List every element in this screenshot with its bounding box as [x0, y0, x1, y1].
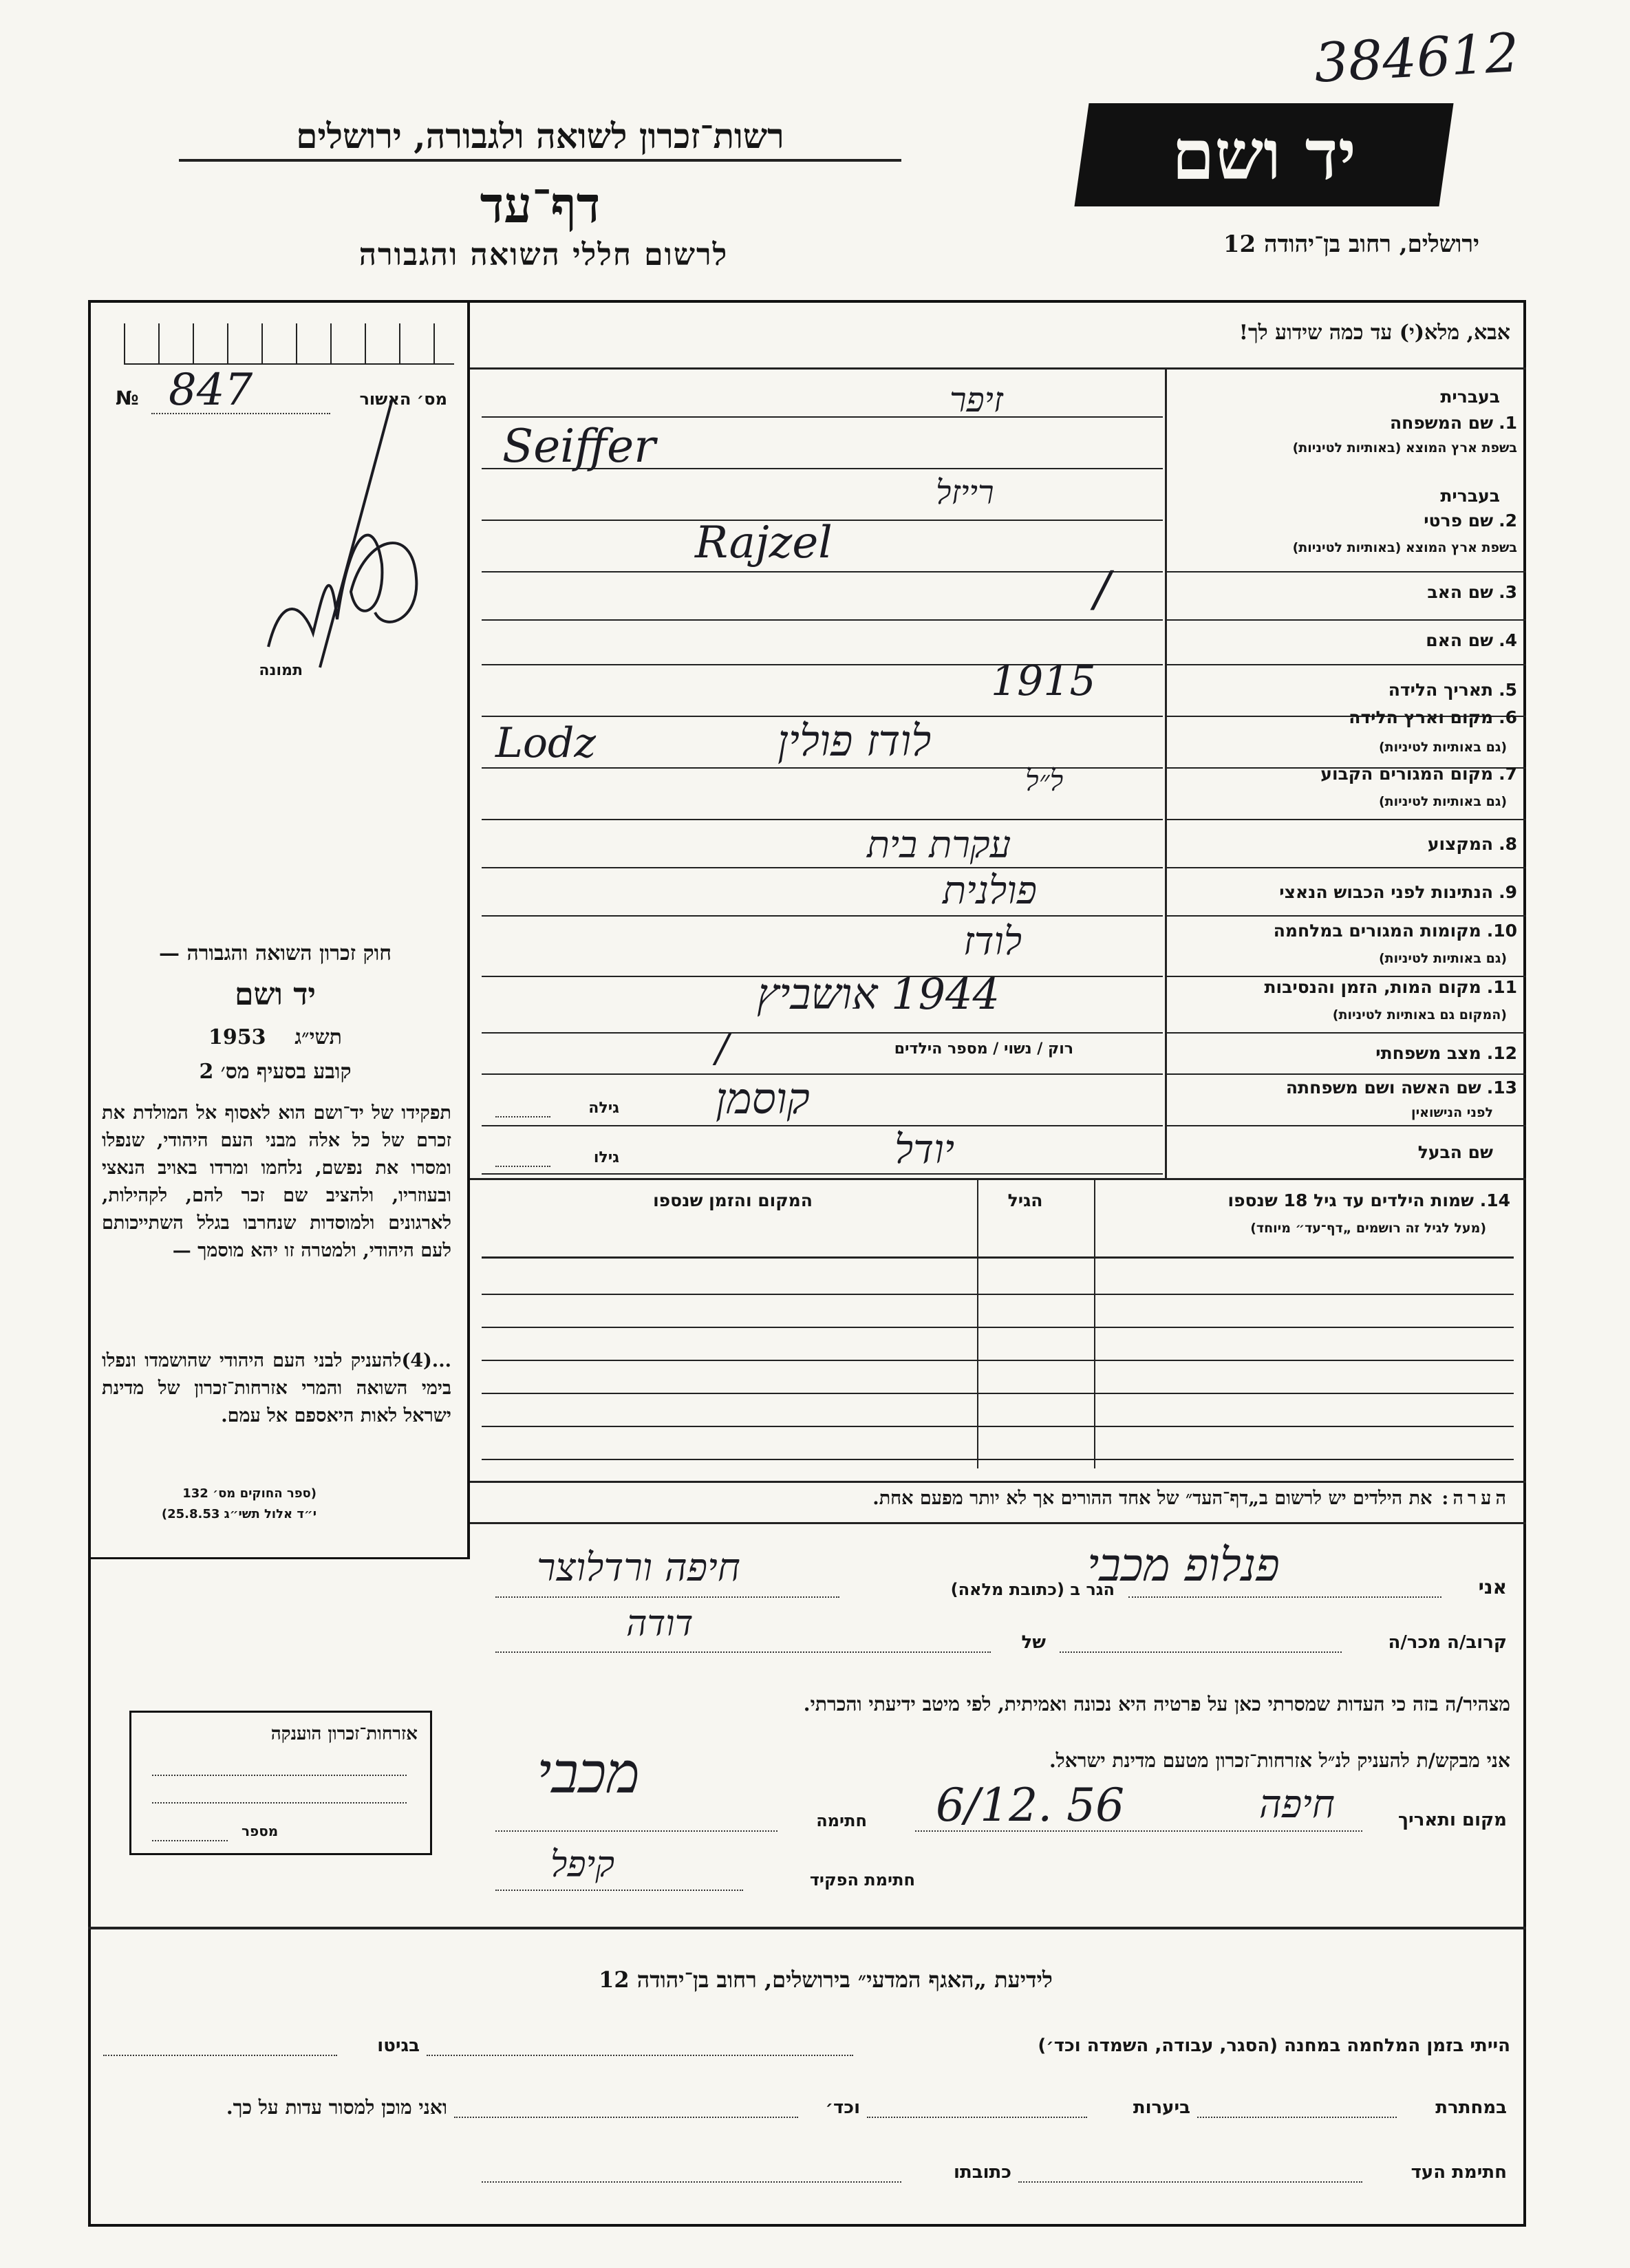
- officer-label: חתימת הפקיד: [809, 1870, 915, 1890]
- labels-divider: [1165, 369, 1167, 1179]
- field-4-number: 4.: [1499, 630, 1517, 650]
- info-line1: הייתי בזמן המלחמה במחנה (הסגר, עבודה, השמדה וכד׳): [1038, 2035, 1510, 2056]
- place-value: חיפה: [1259, 1782, 1335, 1827]
- info-line3-b: כתובתו: [954, 2162, 1011, 2183]
- field-10-number: 10.: [1486, 921, 1517, 941]
- law-clause: ...(4)להעניק לבני העם היהודי שהושמדו ונפלו בימי השואה והמרי אזרחות־זכרון של מדינת ישראל לאות היאספם אל עמם.: [102, 1350, 451, 1426]
- note-label: הערה:: [1441, 1488, 1510, 1509]
- intro-text: אבא, מלא(י) עד כמה שידוע לך!: [1238, 321, 1510, 345]
- field-12-slash: /: [716, 1027, 729, 1071]
- note-line: [482, 1488, 1510, 1509]
- note-text: את הילדים יש לרשום ב„דף־העד״ של אחד ההורים אך לא יותר מפעם אחת.: [872, 1488, 1433, 1509]
- declarant-address: חיפה ורדלוצר: [537, 1545, 740, 1590]
- place-date-label: מקום ותאריך: [1398, 1810, 1507, 1830]
- field-8-number: 8.: [1499, 834, 1517, 854]
- field-4-label: [1170, 630, 1517, 650]
- comb-ticks: [124, 323, 468, 365]
- law-year-line: [96, 1025, 454, 1049]
- children-header-divider: [482, 1256, 1514, 1259]
- field-2-value-heb: רייזל: [936, 473, 994, 512]
- field-7-label: [1170, 764, 1517, 784]
- law-text: תפקידו של יד־ושם הוא לאסוף אל המולדת את זכרם של כל אלה מבני העם היהודי, שנפלו ומסרו את נפשם, נלחמו ומרדו באויב הנאצי ובעוזריו, ולהציב שם זכר להם, לקהילות, לארגונים ולמוסדות שנחרבו בגלל השתייכותם לעם היהודי, ולמטרה זו יהא מוסמך —: [102, 1102, 451, 1261]
- field-7-number: 7.: [1499, 764, 1517, 784]
- director-signature: [255, 385, 447, 674]
- declaration-text: מצהיר/ה בזה כי העדות שמסרתי כאן על פרטיה היא נכונה ואמיתית, לפי מיטב ידיעתי והכרתי.: [803, 1693, 1510, 1715]
- field-11-label: [1170, 977, 1517, 997]
- table-row: [482, 1360, 1514, 1361]
- law-name: יד ושם: [235, 977, 316, 1012]
- children-col-age: הגיל: [1007, 1190, 1043, 1210]
- field-6-sub: (גם באותיות לטיניות): [1378, 740, 1507, 755]
- certificate-box: [129, 1711, 432, 1855]
- info-title: לידיעת „האגף המדעי״ בירושלים, רחוב בן־יהודה 12: [599, 1967, 1053, 1993]
- field-6-label-text: מקום וארץ הלידה: [1349, 707, 1494, 727]
- form-title: דף־עד: [480, 175, 601, 234]
- field-10-sub: (גם באותיות לטיניות): [1378, 951, 1507, 966]
- field-1-value-heb: זיפר: [950, 380, 1003, 420]
- husband-extra: גילו: [593, 1149, 619, 1166]
- field-3-number: 3.: [1499, 582, 1517, 602]
- field-10-label: [1170, 921, 1517, 941]
- field-1-sub: בשפת ארץ המוצא (באותיות לטיניות): [1292, 440, 1517, 456]
- photo-label: תמונה: [259, 662, 303, 679]
- field-1-sub-top: בעברית: [1440, 387, 1500, 407]
- field-13-number: 13.: [1486, 1078, 1517, 1098]
- field-1-label: [1170, 413, 1517, 433]
- info-line2-a: במחתרת: [1435, 2097, 1507, 2118]
- header-address: ירושלים, רחוב בן־יהודה 12: [1223, 231, 1479, 258]
- relation-value: דודה: [626, 1603, 694, 1645]
- field-8-value: עקרת בית: [867, 823, 1011, 866]
- table-row: [482, 1294, 1514, 1295]
- field-8-label: [1170, 834, 1517, 854]
- approval-label: מס׳ האשור: [359, 389, 447, 409]
- law-ref-1: (ספר החוקים מס׳ 132: [182, 1486, 317, 1501]
- field-1-number: 1.: [1499, 413, 1517, 433]
- field-9-label-text: הנתינות לפני הכבוש הנאצי: [1279, 882, 1494, 902]
- field-9-number: 9.: [1499, 882, 1517, 902]
- law-year-heb: תשי״ג: [294, 1025, 342, 1049]
- declarant-name: פנלופ מכבי: [1087, 1539, 1280, 1592]
- field-13-label: [1170, 1078, 1517, 1098]
- approval-number: 847: [169, 365, 253, 416]
- table-row: [482, 1393, 1514, 1394]
- field-12-label-text: מצב משפחתי: [1375, 1043, 1481, 1063]
- field-12-options: רוק / נשוי / מספר הילדים: [894, 1040, 1073, 1058]
- note-top: [470, 1481, 1526, 1483]
- field-11-number: 11.: [1486, 977, 1517, 997]
- field-11-label-text: מקום המות, הזמן והנסיבות: [1264, 977, 1481, 997]
- field-6-number: 6.: [1499, 707, 1517, 727]
- field-13-label-text: שם האשה ושם משפחתה: [1285, 1078, 1481, 1098]
- field-12-label: [1170, 1043, 1517, 1063]
- field-10-label-text: מקומות המגורים במלחמה: [1273, 921, 1481, 941]
- field-4-label-text: שם האם: [1426, 630, 1494, 650]
- children-col-place: המקום והזמן שנספו: [653, 1190, 813, 1210]
- info-line3-a: חתימת העד: [1411, 2162, 1507, 2183]
- field-7-label-text: מקום המגורים הקבוע: [1320, 764, 1494, 784]
- field-7-sub: (גם באותיות לטיניות): [1378, 794, 1507, 809]
- approval-no-prefix: №: [116, 387, 139, 409]
- relation-label: קרוב/ה מכר/ה: [1388, 1632, 1507, 1653]
- law-title: חוק זכרון השואה והגבורה —: [159, 941, 392, 965]
- info-line2-b: ביערות: [1133, 2097, 1190, 2118]
- field-9-value: פולנית: [943, 868, 1037, 913]
- children-label: 14. שמות הילדים עד גיל 18 שנספו: [1227, 1190, 1510, 1210]
- field-13-extra: גילה: [588, 1100, 619, 1117]
- date-value: 6/12. 56: [936, 1779, 1125, 1832]
- form-subtitle: לרשום חללי השואה והגבורה: [358, 237, 729, 272]
- children-sub: (מעל לגיל זה רושמים „דף־עד״ מיוחד): [1250, 1221, 1486, 1236]
- field-2-number: 2.: [1499, 511, 1517, 531]
- field-2-sub: בשפת ארץ המוצא (באותיות לטיניות): [1292, 540, 1517, 555]
- field-7-value: ל״ל: [1025, 764, 1064, 798]
- field-11-sub: (המקום גם באותיות לטיניות): [1332, 1007, 1507, 1023]
- relation-of-label: של: [1021, 1632, 1046, 1653]
- archive-number: 384612: [1312, 22, 1521, 95]
- field-3-value: /: [1094, 561, 1111, 617]
- org-name: רשות־זכרון לשואה ולגבורה, ירושלים: [179, 116, 901, 162]
- yad-vashem-logo: [1074, 103, 1453, 206]
- certificate-title: אזרחות־זכרון הוענקה: [270, 1724, 418, 1744]
- law-ref-2: י״ד אלול תשי״ג 25.8.53): [161, 1507, 317, 1521]
- field-3-label: [1170, 582, 1517, 602]
- field-1-label-text: שם המשפחה: [1390, 413, 1494, 433]
- officer-signature: קיפל: [550, 1844, 615, 1885]
- field-13-value: קוסמן: [716, 1073, 810, 1124]
- field-1-value-lat: Seiffer: [502, 420, 656, 473]
- field-5-value: 1915: [991, 657, 1096, 705]
- field-2-sub-top: בעברית: [1440, 486, 1500, 506]
- declarant-resides-label: הגר ב (כתובת מלאה): [950, 1580, 1115, 1599]
- field-12-number: 12.: [1486, 1043, 1517, 1063]
- declarant-signature: מכבי: [537, 1741, 640, 1806]
- declarant-i-label: אני: [1478, 1576, 1507, 1598]
- request-text: אני מבקש/ת להעניק לנ״ל אזרחות־זכרון מטעם מדינת ישראל.: [1049, 1749, 1510, 1772]
- table-row: [482, 1327, 1514, 1328]
- field-11-value: 1944 אושביץ: [757, 969, 1000, 1019]
- husband-value: יודל: [894, 1126, 955, 1173]
- field-6-label: [1170, 707, 1517, 727]
- info-line2-c: וכד׳: [825, 2097, 860, 2118]
- field-6-value-lat: Lodz: [495, 719, 596, 767]
- info-line1-end: בגיטו: [377, 2035, 420, 2056]
- field-2-value-lat: Rajzel: [695, 517, 833, 568]
- table-row: [482, 1459, 1514, 1460]
- logo-text: יד ושם: [1172, 114, 1356, 195]
- field-6-value-heb: לודז פולין: [778, 716, 932, 766]
- intro-divider: [470, 367, 1526, 370]
- field-13-sub: לפני הנישואין: [1411, 1105, 1493, 1120]
- field-3-label-text: שם האב: [1427, 582, 1494, 602]
- field-2-label-text: שם פרטי: [1424, 511, 1494, 531]
- law-year: 1953: [208, 1025, 266, 1049]
- field-5-number: 5.: [1499, 680, 1517, 700]
- field-2-label: [1170, 511, 1517, 531]
- certificate-number: מספר: [242, 1823, 279, 1839]
- children-top: [470, 1178, 1526, 1180]
- info-line2-end: ואני מוכן למסור עדות על כך.: [226, 2096, 447, 2119]
- signature-label: חתימה: [816, 1811, 867, 1830]
- field-8-label-text: המקצוע: [1427, 834, 1494, 854]
- field-5-label-text: תאריך הלידה: [1388, 680, 1494, 700]
- husband-label: שם הבעל: [1417, 1142, 1493, 1162]
- field-5-label: [1170, 680, 1517, 700]
- law-section: קובע בסעיף מס׳ 2: [199, 1060, 352, 1084]
- field-9-label: [1170, 882, 1517, 902]
- table-row: [482, 1426, 1514, 1427]
- field-10-value: לודז: [963, 919, 1022, 964]
- note-bottom: [470, 1522, 1526, 1524]
- info-top: [88, 1927, 1526, 1929]
